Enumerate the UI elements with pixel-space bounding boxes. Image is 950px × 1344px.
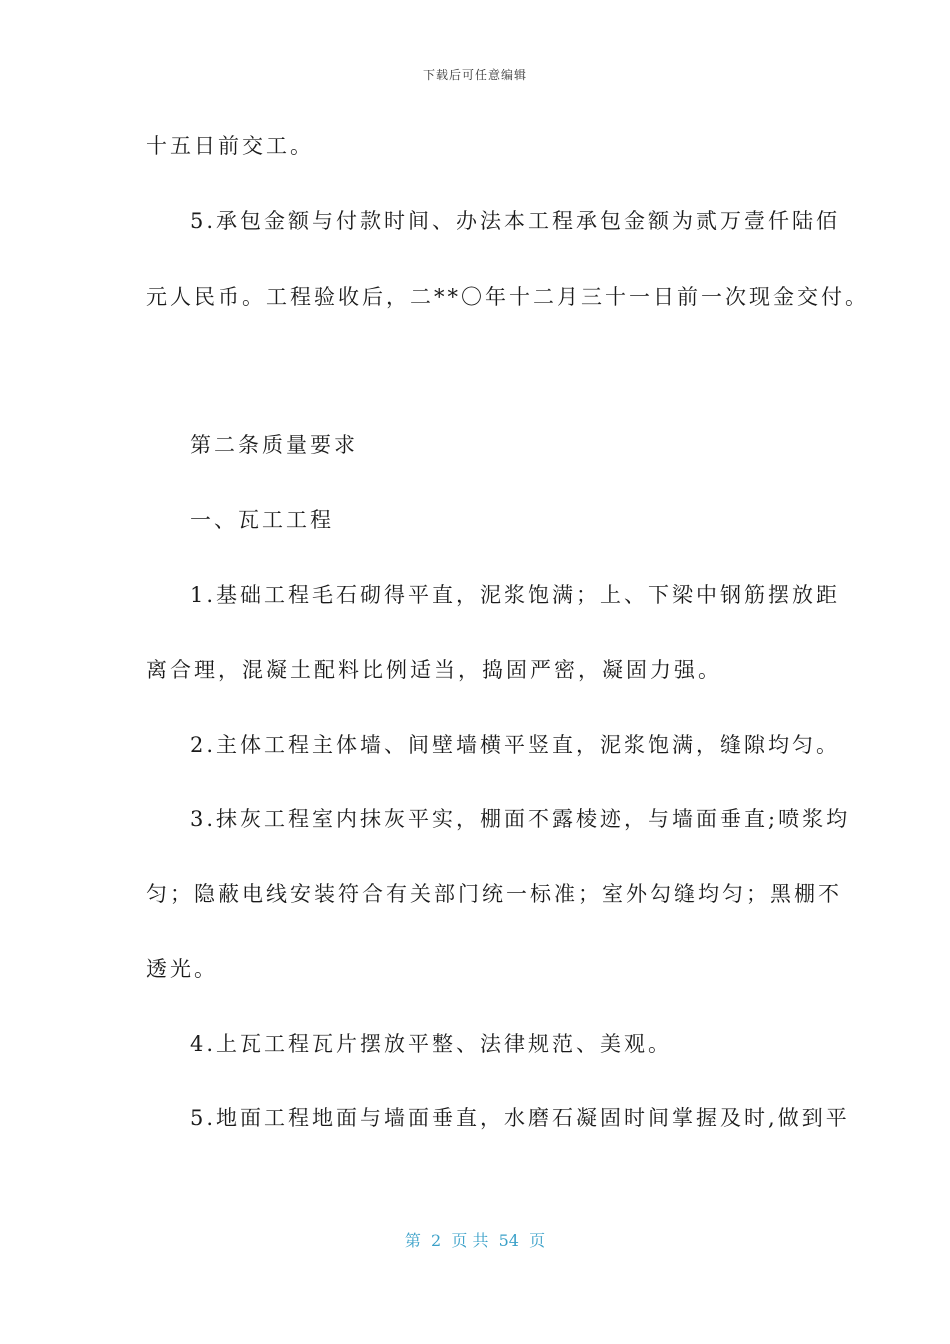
text-line: 离合理，混凝土配料比例适当，捣固严密，凝固力强。 xyxy=(146,658,722,682)
text-line: 1.基础工程毛石砌得平直，泥浆饱满；上、下梁中钢筋摆放距 xyxy=(190,583,841,607)
text-line: 5.承包金额与付款时间、办法本工程承包金额为贰万壹仟陆佰 xyxy=(190,209,841,233)
text-line: 3.抹灰工程室内抹灰平实，棚面不露棱迹，与墙面垂直;喷浆均 xyxy=(190,807,851,831)
section-heading: 第二条质量要求 xyxy=(190,433,358,457)
text-line: 4.上瓦工程瓦片摆放平整、法律规范、美观。 xyxy=(190,1032,673,1056)
text-line: 匀；隐蔽电线安装符合有关部门统一标准；室外勾缝均匀；黑棚不 xyxy=(146,882,842,906)
text-line: 十五日前交工。 xyxy=(146,134,314,158)
text-line: 元人民币。工程验收后，二**〇年十二月三十一日前一次现金交付。 xyxy=(146,285,869,309)
page-number-footer: 第 2 页 共 54 页 xyxy=(404,1231,546,1250)
page-header-note: 下载后可任意编辑 xyxy=(422,68,527,82)
text-line: 5.地面工程地面与墙面垂直，水磨石凝固时间掌握及时,做到平 xyxy=(190,1106,850,1130)
text-line: 透光。 xyxy=(146,957,218,981)
subsection-heading: 一、瓦工工程 xyxy=(190,508,334,532)
text-line: 2.主体工程主体墙、间壁墙横平竖直，泥浆饱满，缝隙均匀。 xyxy=(190,733,841,757)
